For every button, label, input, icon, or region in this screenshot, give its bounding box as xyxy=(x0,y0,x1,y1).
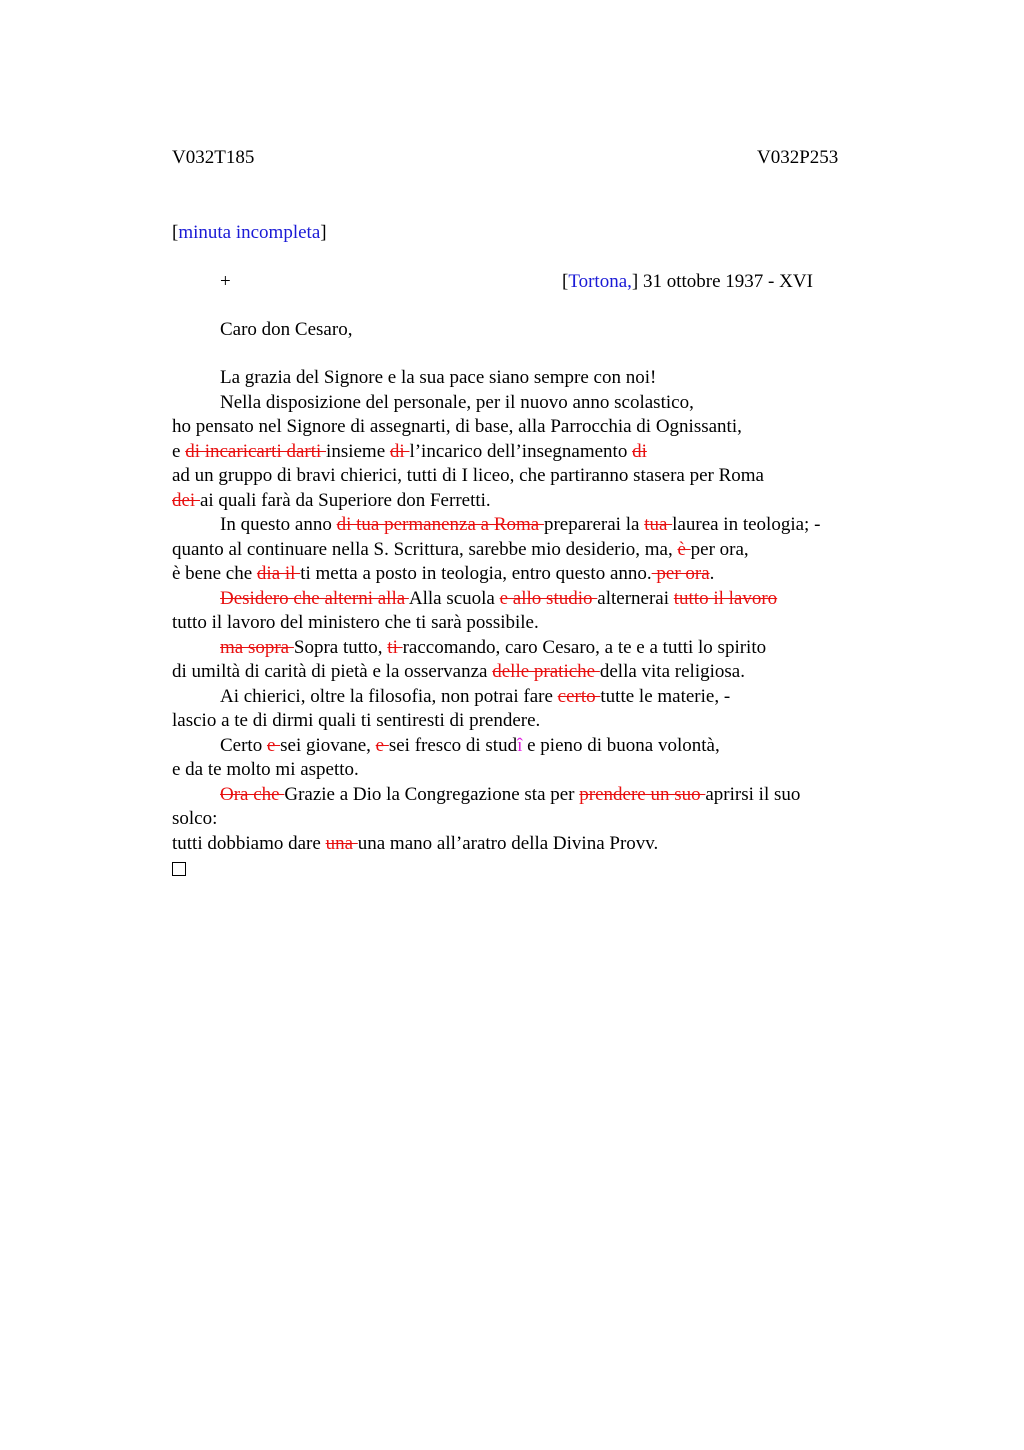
text-fragment: sei giovane, xyxy=(280,734,376,756)
salutation: Caro don Cesaro, xyxy=(220,319,353,340)
text-line: Nella disposizione del personale, per il nuovo anno scolastico, xyxy=(220,391,694,413)
text-line: tutto il lavoro del ministero che ti sarà possibile. xyxy=(172,612,539,633)
text-fragment: In questo anno xyxy=(220,514,337,535)
text-line xyxy=(172,440,892,465)
text-line xyxy=(172,513,892,538)
text-fragment: Alla scuola xyxy=(408,587,500,609)
deleted-text: dia il xyxy=(256,563,301,584)
text-fragment: della vita religiosa. xyxy=(599,661,745,682)
text-line: La grazia del Signore e la sua pace siano sempre con noi! xyxy=(220,367,657,388)
empty-square-icon xyxy=(172,862,186,876)
text-fragment: tutti dobbiamo dare xyxy=(172,832,326,854)
text-fragment: Sopra tutto, xyxy=(293,636,388,658)
deleted-text: ma sopra xyxy=(220,636,294,658)
text-fragment: . xyxy=(709,563,715,584)
deleted-text: Desidero che alterni alla xyxy=(220,587,409,609)
deleted-text: delle pratiche xyxy=(492,661,600,682)
text-line xyxy=(172,685,892,710)
text-fragment: preparerai la xyxy=(543,514,645,535)
editorial-note: [minuta incompleta] xyxy=(172,222,327,243)
deleted-text: di incaricarti darti xyxy=(185,440,327,462)
deleted-text: di xyxy=(632,440,647,462)
deleted-text: e xyxy=(266,734,281,756)
text-fragment: una mano all’aratro della Divina Provv. xyxy=(357,832,659,854)
text-fragment: l’incarico dell’insegnamento xyxy=(409,440,633,462)
text-fragment: sei fresco di stud xyxy=(388,734,518,756)
text-fragment: per ora, xyxy=(690,538,749,560)
text-line xyxy=(172,562,892,587)
dateline: [Tortona,] 31 ottobre 1937 - XVI xyxy=(562,271,813,292)
text-fragment: è bene che xyxy=(172,563,257,584)
text-fragment: aprirsi il suo xyxy=(705,783,801,805)
text-line xyxy=(172,734,892,759)
text-line xyxy=(172,832,892,857)
deleted-text: tutto il lavoro xyxy=(673,587,778,609)
deleted-text: ti xyxy=(387,636,403,658)
text-fragment: alternerai xyxy=(597,587,674,609)
letter-body xyxy=(172,366,892,881)
text-fragment: Certo xyxy=(220,734,267,756)
text-line: lascio a te di dirmi quali ti sentiresti di prendere. xyxy=(172,710,541,731)
document-code-right: V032P253 xyxy=(757,147,839,168)
text-fragment: e xyxy=(172,440,186,462)
deleted-text: Ora che xyxy=(220,783,285,805)
text-fragment: e pieno di buona volontà, xyxy=(522,734,720,756)
cross-mark: + xyxy=(220,271,231,292)
text-line xyxy=(172,856,892,881)
text-fragment: quanto al continuare nella S. Scrittura, sarebbe mio desiderio, ma, xyxy=(172,538,678,560)
marked-character: î xyxy=(517,734,523,756)
text-fragment: tutte le materie, - xyxy=(600,685,731,707)
text-fragment: di umiltà di carità di pietà e la osservanza xyxy=(172,661,493,682)
deleted-text: per ora xyxy=(651,563,710,584)
text-fragment: Ai chierici, oltre la filosofia, non potrai fare xyxy=(220,685,558,707)
deleted-text: una xyxy=(325,832,358,854)
deleted-text: di xyxy=(389,440,410,462)
text-fragment: ti metta a posto in teologia, entro questo anno. xyxy=(300,563,652,584)
text-line xyxy=(172,587,892,612)
deleted-text: certo xyxy=(557,685,601,707)
deleted-text: di tua permanenza a Roma xyxy=(336,514,544,535)
text-line: ad un gruppo di bravi chierici, tutti di I liceo, che partiranno stasera per Roma xyxy=(172,465,764,486)
deleted-text: tua xyxy=(644,514,673,535)
text-line: ho pensato nel Signore di assegnarti, di base, alla Parrocchia di Ognissanti, xyxy=(172,416,742,437)
text-fragment: ai quali farà da Superiore don Ferretti. xyxy=(199,489,491,511)
text-fragment: insieme xyxy=(326,440,390,462)
text-line xyxy=(172,783,892,808)
text-fragment: laurea in teologia; - xyxy=(672,514,821,535)
text-line xyxy=(172,489,892,514)
deleted-text: e xyxy=(375,734,389,756)
text-fragment: raccomando, caro Cesaro, a te e a tutti lo spirito xyxy=(402,636,767,658)
text-line: solco: xyxy=(172,808,218,829)
deleted-text: prendere un suo xyxy=(579,783,706,805)
deleted-text: e allo studio xyxy=(499,587,598,609)
text-line: e da te molto mi aspetto. xyxy=(172,759,359,780)
text-line xyxy=(172,538,892,563)
text-line xyxy=(172,660,892,685)
document-code-left: V032T185 xyxy=(172,147,255,168)
deleted-text: è xyxy=(677,538,691,560)
deleted-text: dei xyxy=(172,489,200,511)
text-fragment: Grazie a Dio la Congregazione sta per xyxy=(284,783,580,805)
text-line xyxy=(172,636,892,661)
